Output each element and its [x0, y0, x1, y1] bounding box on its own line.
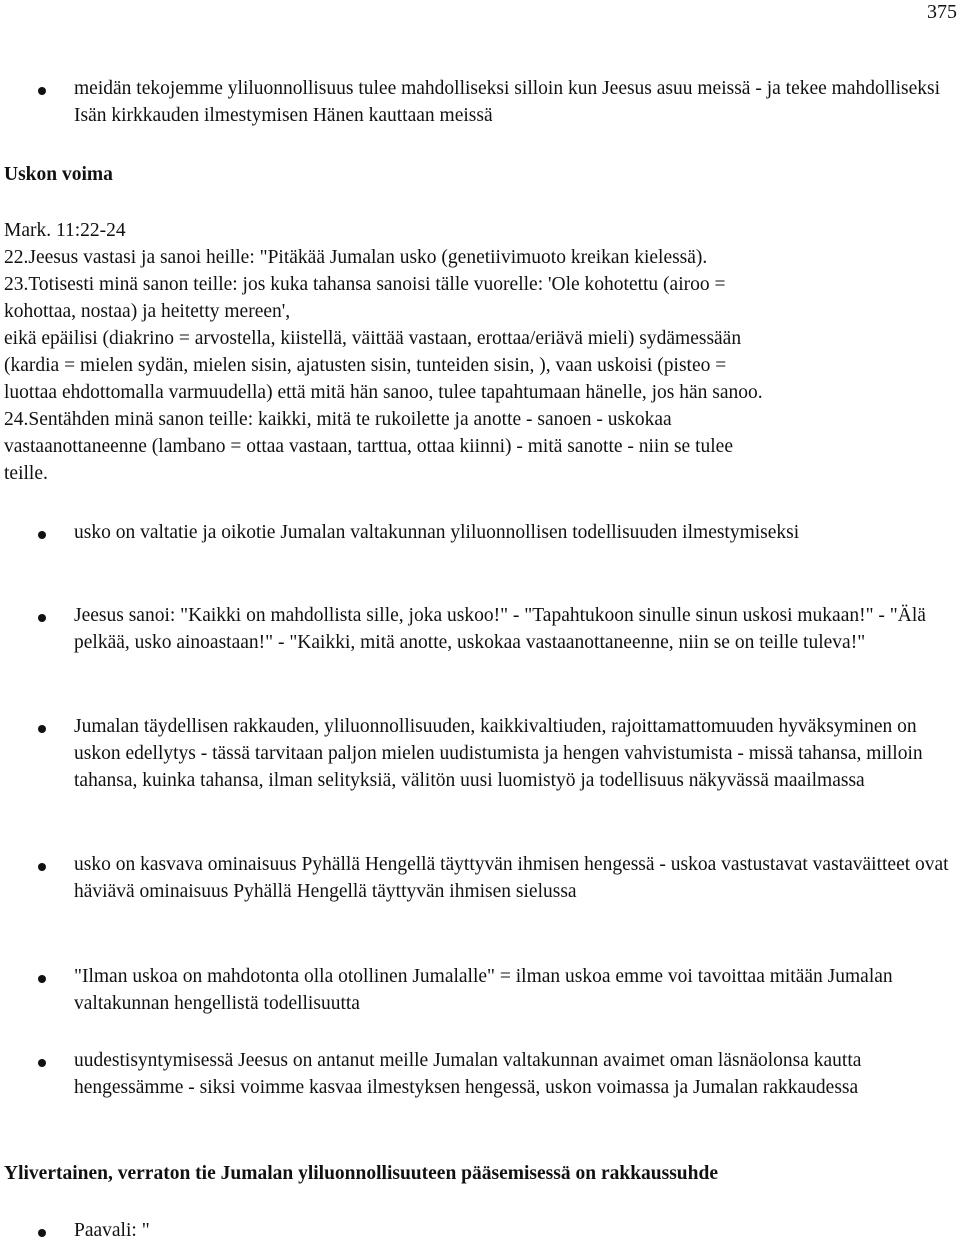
bullet-dot — [38, 975, 46, 983]
bullet-dot — [38, 87, 46, 95]
scripture-line: 22.Jeesus vastasi ja sanoi heille: "Pitäkää Jumalan usko (genetiivimuoto kreikan kielessä). — [4, 247, 708, 268]
bullet-dot — [38, 1059, 46, 1067]
bullet-item: Jeesus sanoi: "Kaikki on mahdollista sille, joka uskoo!" - "Tapahtukoon sinulle sinun uskosi mukaan!" - "Älä pelkää, usko ainoastaan!" - "Kaikki, mitä anotte, uskokaa vastaanottaneenne, niin se on teille tuleva!" — [74, 605, 926, 653]
section-heading: Ylivertainen, verraton tie Jumalan yliluonnollisuuteen pääsemisessä on rakkaussuhde — [4, 1163, 718, 1184]
bullet-dot — [38, 725, 46, 733]
scripture-reference: Mark. 11:22-24 — [4, 220, 126, 241]
bullet-item: Paavali: " — [74, 1220, 150, 1241]
bullet-item: usko on kasvava ominaisuus Pyhällä Hengellä täyttyvän ihmisen hengessä - uskoa vastustavat vastaväitteet ovat häviävä ominaisuus Pyhällä Hengellä täyttyvän ihmisen sielussa — [74, 854, 949, 902]
page-number: 375 — [927, 1, 957, 23]
section-heading: Uskon voima — [4, 164, 113, 185]
bullet-item: meidän tekojemme yliluonnollisuus tulee mahdolliseksi silloin kun Jeesus asuu meissä - ja tekee mahdolliseksi Isän kirkkauden ilmestymisen Hänen kauttaan meissä — [74, 78, 940, 126]
bullet-dot — [38, 863, 46, 871]
bullet-dot — [38, 1229, 46, 1237]
scripture-line: (kardia = mielen sydän, mielen sisin, ajatusten sisin, tunteiden sisin, ), vaan uskoisi (pisteo = — [4, 355, 727, 376]
bullet-item: uudestisyntymisessä Jeesus on antanut meille Jumalan valtakunnan avaimet oman läsnäolonsa kautta hengessämme - siksi voimme kasvaa ilmestyksen hengessä, uskon voimassa ja Jumalan rakkaudessa — [74, 1050, 862, 1098]
scripture-line: 24.Sentähden minä sanon teille: kaikki, mitä te rukoilette ja anotte - sanoen - uskokaa — [4, 409, 672, 430]
scripture-line: vastaanottaneenne (lambano = ottaa vastaan, tarttua, ottaa kiinni) - mitä sanotte - niin se tulee — [4, 436, 733, 457]
bullet-item: usko on valtatie ja oikotie Jumalan valtakunnan yliluonnollisen todellisuuden ilmestymiseksi — [74, 522, 800, 543]
bullet-dot — [38, 531, 46, 539]
scripture-line: 23.Totisesti minä sanon teille: jos kuka tahansa sanoisi tälle vuorelle: 'Ole kohotettu (airoo = — [4, 274, 726, 295]
bullet-dot — [38, 614, 46, 622]
scripture-line: luottaa ehdottomalla varmuudella) että mitä hän sanoo, tulee tapahtumaan hänelle, jos hän sanoo. — [4, 382, 763, 403]
scripture-line: eikä epäilisi (diakrino = arvostella, kiistellä, väittää vastaan, erottaa/eriävä mieli) sydämessään — [4, 328, 742, 349]
bullet-item: Jumalan täydellisen rakkauden, yliluonnollisuuden, kaikkivaltiuden, rajoittamattomuuden hyväksyminen on uskon edellytys - tässä tarvitaan paljon mielen uudistumista ja hengen vahvistumista - missä tahansa, milloin tahansa, kuinka tahansa, ilman selityksiä, välitön uusi luomistyö ja todellisuus näkyvässä maailmassa — [74, 716, 923, 791]
bullet-item: "Ilman uskoa on mahdotonta olla otollinen Jumalalle" = ilman uskoa emme voi tavoittaa mitään Jumalan valtakunnan hengellistä todellisuutta — [74, 966, 893, 1014]
scripture-line: kohottaa, nostaa) ja heitetty mereen', — [4, 301, 291, 322]
scripture-line: teille. — [4, 463, 48, 484]
